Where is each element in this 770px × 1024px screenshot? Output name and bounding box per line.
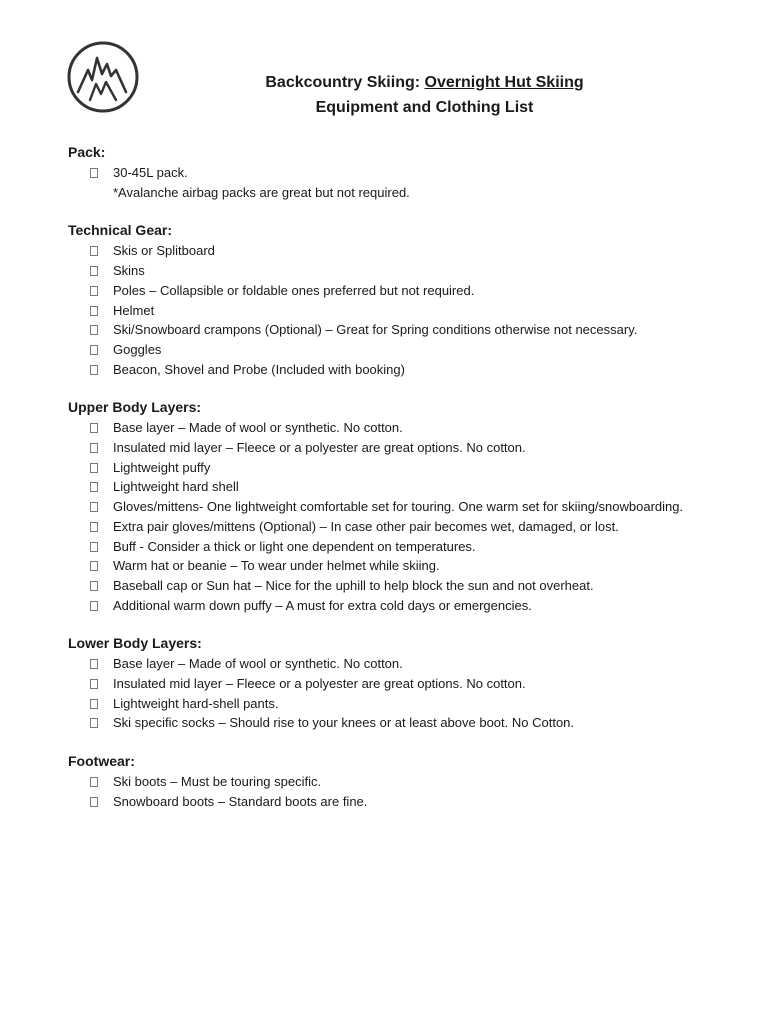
checklist-item-text: Helmet — [113, 302, 155, 318]
checklist-item-text: Warm hat or beanie – To wear under helmet while skiing. — [113, 558, 440, 574]
checkbox-icon[interactable] — [90, 365, 98, 375]
checklist-item-text: 30-45L pack. — [113, 165, 188, 180]
section-heading: Lower Body Layers: — [68, 635, 202, 652]
checkbox-icon[interactable] — [90, 601, 98, 611]
checklist-item — [68, 497, 708, 517]
checklist-item — [68, 517, 708, 537]
section-heading: Upper Body Layers: — [68, 399, 202, 416]
checklist-item-text: Ski specific socks – Should rise to your knees or at least above boot. No Cotton. — [113, 715, 575, 731]
checkbox-icon[interactable] — [90, 306, 98, 316]
checklist-item-text: Beacon, Shovel and Probe (Included with booking) — [113, 361, 405, 377]
checklist-item — [68, 694, 708, 714]
checklist-item-text: Skins — [113, 263, 145, 279]
checkbox-icon[interactable] — [90, 325, 98, 335]
checkbox-icon[interactable] — [90, 777, 98, 787]
checkbox-icon[interactable] — [90, 286, 98, 296]
title-underlined: Overnight Hut Skiing — [424, 74, 584, 91]
checkbox-icon[interactable] — [90, 797, 98, 807]
section-heading: Technical Gear: — [68, 222, 173, 239]
section-heading: Pack: — [68, 144, 106, 160]
checklist-item — [68, 596, 708, 616]
checkbox-icon[interactable] — [90, 246, 98, 256]
checklist-section — [68, 634, 708, 733]
checkbox-icon[interactable] — [90, 168, 98, 178]
checkbox-icon[interactable] — [90, 679, 98, 689]
checklist-item-text: Base layer – Made of wool or synthetic. No cotton. — [113, 420, 403, 436]
checklist-item-text: Base layer – Made of wool or synthetic. No cotton. — [113, 656, 403, 672]
checklist-item-text: Skis or Splitboard — [113, 243, 215, 259]
checklist-items — [68, 418, 708, 615]
checklist-item — [68, 301, 708, 321]
checklist-item — [68, 360, 708, 380]
checkbox-icon[interactable] — [90, 502, 98, 512]
checklist-section — [68, 221, 708, 379]
checklist-items — [68, 654, 708, 733]
checkbox-icon[interactable] — [90, 463, 98, 473]
title-line — [0, 72, 770, 94]
checkbox-icon[interactable] — [90, 699, 98, 709]
checklist-item — [68, 674, 708, 694]
checklist-section — [68, 398, 708, 615]
checklist-item-text: Additional warm down puffy – A must for extra cold days or emergencies. — [113, 597, 532, 613]
checkbox-icon[interactable] — [90, 718, 98, 728]
checklist — [68, 143, 708, 812]
title-prefix: Backcountry Skiing: — [265, 74, 425, 91]
checklist-item — [68, 320, 708, 340]
checklist-item-text: Baseball cap or Sun hat – Nice for the uphill to help block the sun and not overheat. — [113, 577, 594, 593]
checkbox-icon[interactable] — [90, 581, 98, 591]
subtitle: Equipment and Clothing List — [315, 99, 534, 116]
checklist-item-text: Insulated mid layer – Fleece or a polyester are great options. No cotton. — [113, 676, 526, 692]
checklist-item — [68, 576, 708, 596]
checklist-item — [68, 792, 708, 812]
section-heading: Footwear: — [68, 753, 135, 770]
checkbox-icon[interactable] — [90, 423, 98, 433]
checklist-item-text: Ski/Snowboard crampons (Optional) – Great for Spring conditions otherwise not necessary. — [113, 322, 638, 338]
checklist-item-text: Goggles — [113, 341, 162, 357]
checkbox-icon[interactable] — [90, 482, 98, 492]
checklist-item — [68, 713, 708, 733]
document-title — [0, 72, 770, 119]
checkbox-icon[interactable] — [90, 345, 98, 355]
checklist-item — [68, 654, 708, 674]
checklist-item-text: Buff - Consider a thick or light one dependent on temperatures. — [113, 538, 476, 554]
checklist-item-text: Gloves/mittens- One lightweight comfortable set for touring. One warm set for skiing/snowboarding. — [113, 499, 684, 515]
checklist-item — [68, 458, 708, 478]
checklist-item — [68, 556, 708, 576]
checklist-item — [68, 340, 708, 360]
checkbox-icon[interactable] — [90, 542, 98, 552]
checkbox-icon[interactable] — [90, 659, 98, 669]
checklist-item-text: Poles – Collapsible or foldable ones preferred but not required. — [113, 282, 475, 298]
checklist-item — [68, 281, 708, 301]
checklist-item — [68, 241, 708, 261]
checklist-item — [68, 261, 708, 281]
checklist-items — [68, 772, 708, 811]
checkbox-icon[interactable] — [90, 266, 98, 276]
checklist-item — [68, 163, 708, 183]
checklist-items — [68, 163, 708, 183]
checkbox-icon[interactable] — [90, 443, 98, 453]
checklist-item — [68, 772, 708, 792]
checklist-item-text: Extra pair gloves/mittens (Optional) – In case other pair becomes wet, damaged, or lost. — [113, 518, 619, 534]
checkbox-icon[interactable] — [90, 561, 98, 571]
section-note: *Avalanche airbag packs are great but not required. — [113, 184, 410, 200]
checklist-item — [68, 477, 708, 497]
checklist-section — [68, 752, 708, 811]
checklist-items — [68, 241, 708, 379]
checklist-item-text: Ski boots – Must be touring specific. — [113, 774, 322, 790]
checklist-item-text: Lightweight puffy — [113, 459, 211, 475]
checklist-item — [68, 438, 708, 458]
checklist-item-text: Snowboard boots – Standard boots are fine. — [113, 793, 368, 809]
checkbox-icon[interactable] — [90, 522, 98, 532]
checklist-item-text: Insulated mid layer – Fleece or a polyester are great options. No cotton. — [113, 440, 526, 456]
checklist-item — [68, 418, 708, 438]
checklist-item — [68, 537, 708, 557]
checklist-item-text: Lightweight hard-shell pants. — [113, 695, 279, 711]
checklist-item-text: Lightweight hard shell — [113, 479, 239, 495]
checklist-section — [68, 143, 708, 202]
